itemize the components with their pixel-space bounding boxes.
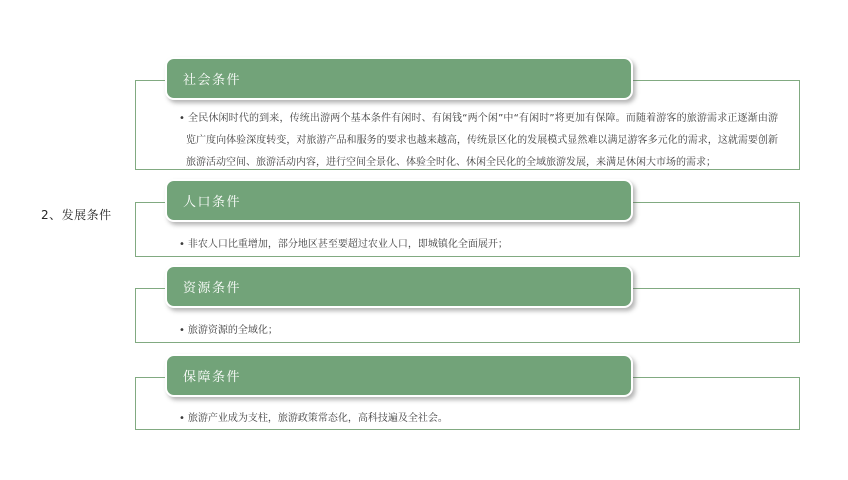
section-title: 社会条件 [183,73,242,88]
bullet-marker: • [179,239,185,250]
root-topic-label[interactable]: 2、发展条件 [41,208,112,222]
bullet-marker: • [179,413,185,424]
body-text: 非农人口比重增加，部分地区甚至要超过农业人口，即城镇化全面展开； [187,239,508,250]
body-text: 旅游资源的全域化； [187,325,278,336]
section-body [179,408,778,430]
bullet-marker: • [179,113,185,124]
section-header-population[interactable] [165,179,633,222]
section-body [179,234,778,256]
section-header-guarantee[interactable] [165,354,633,397]
section-title: 人口条件 [183,195,242,210]
section-title: 资源条件 [183,281,242,296]
section-header-social[interactable] [165,57,633,100]
section-body-text [179,408,778,430]
section-header-resource[interactable] [165,265,633,308]
section-body-text [179,108,778,174]
section-social-conditions [135,73,800,170]
section-resource-conditions [135,281,800,343]
body-text: 旅游产业成为支柱，旅游政策常态化，高科技遍及全社会。 [187,413,448,424]
bullet-marker: • [179,325,185,336]
section-body-text [179,320,778,342]
section-title: 保障条件 [183,370,242,385]
section-guarantee-conditions [135,370,800,430]
section-body [179,108,778,174]
section-body [179,320,778,342]
body-text: 全民休闲时代的到来，传统出游两个基本条件有闲时、有闲钱“两个闲”中“有闲时”将更加有保障。而随着游客的旅游需求正逐渐由游览广度向体验深度转变，对旅游产品和服务的要求也越来越高，传统景区化的发展模式显然难以满足游客多元化的需求，这就需要创新旅游活动空间、旅游活动内容，进行空间全景化、体验全时化、休闲全民化的全域旅游发展，来满足休闲大市场的需求； [186,113,778,168]
section-population-conditions [135,195,800,257]
section-body-text [179,234,778,256]
